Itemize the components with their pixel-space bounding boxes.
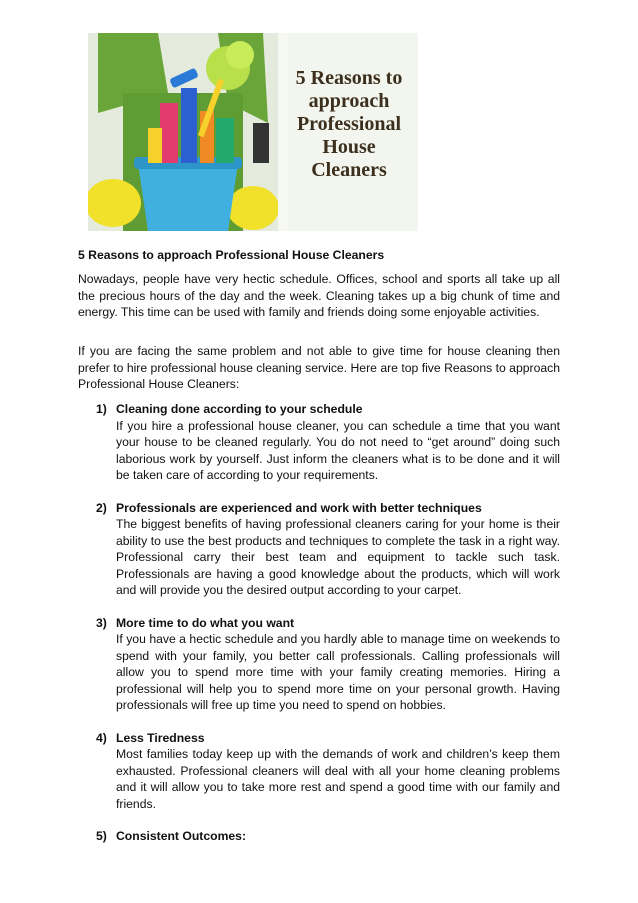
item-heading: Professionals are experienced and work with better techniques (116, 500, 482, 515)
hero-caption-line: 5 Reasons to (295, 67, 403, 89)
hero-caption-line: Cleaners (311, 159, 387, 181)
hero-caption-line: approach (308, 90, 390, 112)
item-heading: Less Tiredness (116, 730, 205, 745)
item-heading: More time to do what you want (116, 615, 295, 630)
item-number: 5) (96, 829, 107, 843)
hero-caption-line: Professional (296, 113, 402, 135)
hero-image (88, 33, 418, 231)
list-item (96, 401, 560, 484)
hero-caption (284, 67, 414, 182)
item-body: If you hire a professional house cleaner, you can schedule a time that you want your house to be cleaned regularly. You do not need to “get around” doing such laborious work by yourself. Just inform the cleaners what is to be done and it will be taken care of according to your requirements. (116, 418, 560, 482)
reasons-list (96, 401, 560, 861)
item-body: If you have a hectic schedule and you hardly able to manage time on weekends to spend with your family, you better call professionals. Calling professionals will allow you to spend more time with your family creating memories. Hiring a professional will help you to spend more time on your personal growth. Having professionals will free up time you need to spend on hobbies. (116, 632, 560, 712)
page-title: 5 Reasons to approach Professional House Cleaners (78, 248, 385, 262)
list-item (96, 500, 560, 599)
item-number: 2) (96, 500, 107, 515)
intro-paragraph: Nowadays, people have very hectic schedule. Offices, school and sports all take up all the precious hours of the day and the week. Cleaning takes up a big chunk of time and energy. This time can be used with family and friends doing some enjoyable activities. (78, 272, 560, 319)
cleaning-supplies-illustration (88, 33, 278, 231)
item-number: 3) (96, 615, 107, 630)
item-number: 4) (96, 730, 107, 745)
lead-in-paragraph: If you are facing the same problem and not able to give time for house cleaning then prefer to hire professional house cleaning service. Here are top five Reasons to approach Professional House Cleaners: (78, 344, 560, 391)
list-item (96, 828, 560, 845)
list-item (96, 730, 560, 813)
item-heading: Consistent Outcomes: (116, 829, 247, 843)
list-item (96, 615, 560, 714)
item-number: 1) (96, 402, 107, 416)
item-body: The biggest benefits of having professional cleaners caring for your home is their ability to use the best products and techniques to complete the task in a right way. Professional carry their best team and equipment to tackle such task. Professionals are having a good knowledge about the products, which will work and will provide you the desired output according to your carpet. (116, 517, 560, 597)
hero-caption-line: House (322, 136, 376, 158)
item-body: Most families today keep up with the demands of work and children’s keep them exhausted. Professional cleaners will deal with all your home cleaning problems and it will allow you to take more rest and spend a good time with our family and friends. (116, 747, 560, 811)
item-heading: Cleaning done according to your schedule (116, 402, 363, 416)
